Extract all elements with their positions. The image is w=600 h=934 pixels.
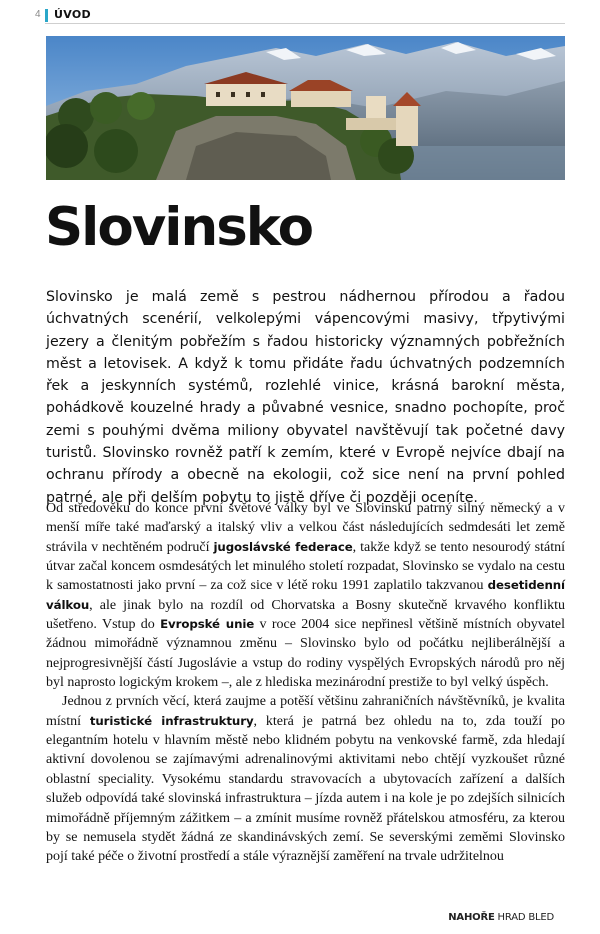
lead-paragraph: Slovinsko je malá země s pestrou nádhernou přírodou a řadou úchvatných scenérií, velkolepými vápencovými masivy, třpytivými jezery a členitým pobřežím s řadou historicky významných pobřežních měst a letovisek. A když k tomu přidáte řadu úchvatných podzemních řek a jeskynních systémů, rozlehlé vinice, krásná barokní města, pohádkově kouzelné hrady a půvabné vesnice, snadno pochopíte, proč zemi s pouhými dvěma miliony obyvatel navštěvují tak početné davy turistů. Slovinsko rovněž patří k zemím, které v Evropě nejvíce dbají na ochranu přírody a obecně na ekologii, což sice není na první pohled patrné, ale při delším pobytu to jistě dříve či později oceníte. xyxy=(46,289,565,506)
body-paragraph-2 xyxy=(46,692,565,866)
caption-text: HRAD BLED xyxy=(494,912,554,923)
highlighted-term: turistické infrastruktury xyxy=(89,713,254,728)
page-title: Slovinsko xyxy=(45,197,312,258)
text-run: v roce 2004 sice nepřinesl většině místních obyvatel žádnou mimořádně významnou změnu – Slovinsko bylo od počátku nejliberálnější a nejprogresivnější částí Jugoslávie a vstup do rodiny vyspělých Evropských národů pro něj byl naprosto logickým krokem –, ale z hlediska mezinárodní prestiže to byl velký úspěch. xyxy=(46,617,565,691)
page-header xyxy=(18,6,565,24)
text-run: , takže když se tento nesourodý státní útvar začal koncem osmdesátých let minulého století rozpadat, Slovinsko se vydalo na cestu k samostatnosti jako první – za což sice v létě roku 1991 zaplatilo takzvanou xyxy=(46,539,565,594)
text-run: , která je patrná bez ohledu na to, zda touží po elegantním hotelu v hlavním městě nebo klidném pobytu na venkovské farmě, zda hledají aktivní dovolenou se zajímavými adrenalinovými aktivitami nebo chtějí vyzkoušet různé oblastní speciality. Vysokému standardu stravovacích a ubytovacích zařízení a dalších služeb odpovídá také slovinská infrastruktura – jízda autem i na kole je po zdejších silnicích mimořádně příjemným zážitkem – a zmínit musíme rovněž přátelskou atmosféru, za kterou by se nemusela stydět žádná ze skandinávských zemí. Se severskými zeměmi Slovinsko pojí také péče o životní prostředí a stále výraznější zaměření na trvale udržitelnou xyxy=(46,713,565,865)
caption-position: NAHOŘE xyxy=(448,912,495,923)
text-run: , ale jinak bylo na rozdíl od Chorvatska a Bosny skutečně krvavého konfliktu ušetřeno. Vstup do xyxy=(46,597,565,633)
text-run: Od středověku do konce první světové války byl ve Slovinsku patrný silný německý a v menší míře také maďarský a italský vliv a velkou část následujících sedmdesáti let země strávila v nechtěném područí xyxy=(46,501,565,555)
header-rule xyxy=(45,23,565,24)
photo-caption xyxy=(448,912,554,923)
text-run: Jednou z prvních věcí, která zaujme a potěší většinu zahraničních návštěvníků, je kvalita místní xyxy=(46,694,565,729)
section-label: ÚVOD xyxy=(54,8,91,21)
highlighted-term: jugoslávské federace xyxy=(213,539,353,554)
page-number: 4 xyxy=(35,9,41,20)
body-paragraph-1 xyxy=(46,499,565,692)
highlighted-term: Evropské unie xyxy=(160,617,255,632)
castle-photo xyxy=(46,36,565,180)
highlighted-term: desetidenní válkou xyxy=(46,578,565,612)
body-text xyxy=(46,499,565,867)
section-accent-bar xyxy=(45,9,48,22)
